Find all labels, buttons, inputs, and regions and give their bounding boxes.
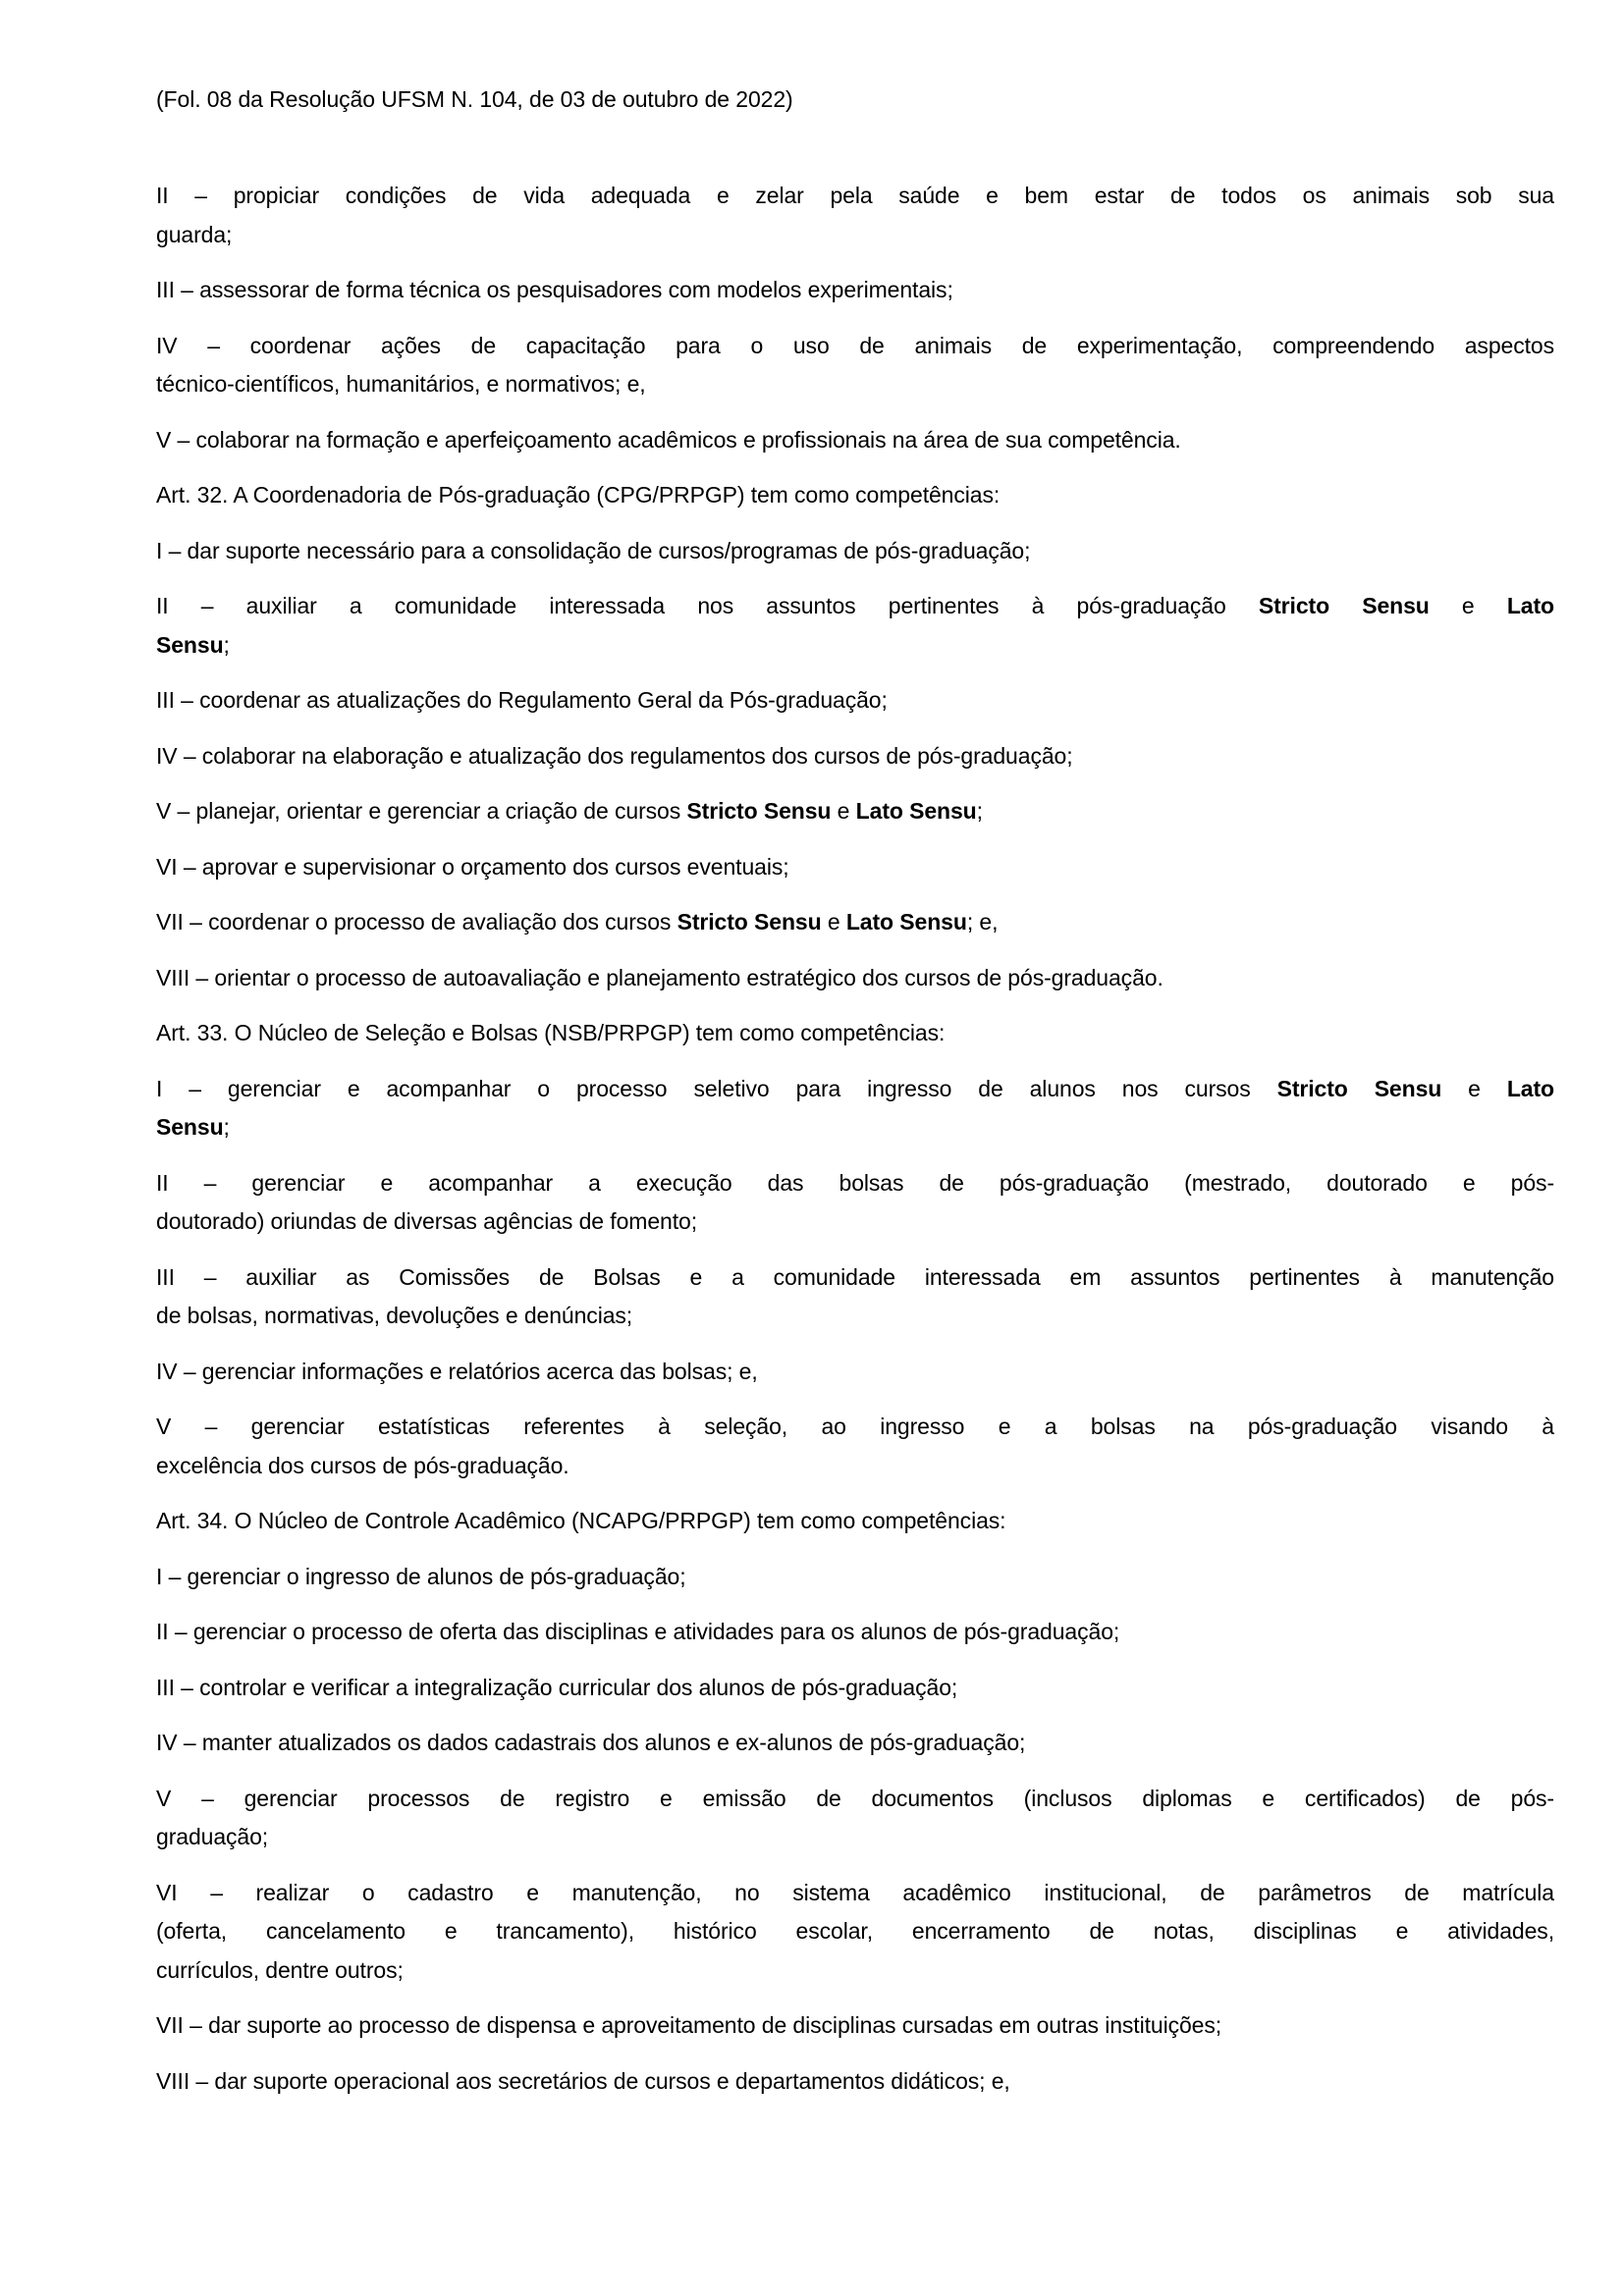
text-segment: III – controlar e verificar a integralização curricular dos alunos de pós-graduação; bbox=[156, 1674, 958, 1700]
bold-term: Lato bbox=[1506, 1075, 1554, 1101]
text-line bbox=[156, 1164, 1554, 1203]
text-segment: III – auxiliar as Comissões de Bolsas e a comunidade interessada em assuntos pertinentes à manutenção bbox=[156, 1263, 1554, 1290]
text-line bbox=[156, 532, 1554, 571]
list-item bbox=[156, 1258, 1554, 1336]
text-segment: III – coordenar as atualizações do Regulamento Geral da Pós-graduação; bbox=[156, 687, 888, 713]
bold-term: Lato Sensu bbox=[855, 798, 977, 824]
text-line bbox=[156, 365, 1554, 404]
text-segment: II – gerenciar e acompanhar a execução das bolsas de pós-graduação (mestrado, doutorado e pós- bbox=[156, 1169, 1554, 1196]
list-item bbox=[156, 271, 1554, 310]
text-line bbox=[156, 1447, 1554, 1486]
text-segment: ; e, bbox=[966, 909, 999, 934]
text-line bbox=[156, 1818, 1554, 1857]
text-segment: Art. 34. O Núcleo de Controle Acadêmico (NCAPG/PRPGP) tem como competências: bbox=[156, 1508, 1006, 1533]
list-item bbox=[156, 1724, 1554, 1763]
text-segment: técnico-científicos, humanitários, e normativos; e, bbox=[156, 371, 646, 397]
text-segment: e bbox=[821, 909, 846, 934]
text-line bbox=[156, 327, 1554, 366]
list-item bbox=[156, 1780, 1554, 1857]
page-header: (Fol. 08 da Resolução UFSM N. 104, de 03 de outubro de 2022) bbox=[156, 86, 793, 112]
list-item bbox=[156, 532, 1554, 571]
text-line bbox=[156, 587, 1554, 626]
list-item bbox=[156, 1874, 1554, 1991]
text-segment: doutorado) oriundas de diversas agências de fomento; bbox=[156, 1208, 697, 1234]
text-segment: III – assessorar de forma técnica os pesquisadores com modelos experimentais; bbox=[156, 277, 953, 302]
text-line bbox=[156, 1070, 1554, 1109]
text-segment: currículos, dentre outros; bbox=[156, 1956, 404, 1983]
text-line bbox=[156, 848, 1554, 887]
text-line bbox=[156, 1613, 1554, 1652]
text-segment: graduação; bbox=[156, 1824, 269, 1849]
text-line bbox=[156, 1780, 1554, 1819]
text-segment: V – planejar, orientar e gerenciar a criação de cursos bbox=[156, 798, 687, 824]
list-item bbox=[156, 903, 1554, 942]
text-line bbox=[156, 903, 1554, 942]
text-line bbox=[156, 1874, 1554, 1913]
text-line bbox=[156, 1353, 1554, 1392]
text-line bbox=[156, 1408, 1554, 1447]
text-line bbox=[156, 1502, 1554, 1541]
bold-term: Lato Sensu bbox=[845, 909, 967, 934]
list-item bbox=[156, 1070, 1554, 1148]
list-item bbox=[156, 1558, 1554, 1597]
list-item bbox=[156, 848, 1554, 887]
bold-term: Stricto Sensu bbox=[686, 798, 832, 824]
text-segment: ; bbox=[223, 631, 230, 658]
bold-term: Stricto Sensu bbox=[1276, 1075, 1442, 1101]
text-line bbox=[156, 2006, 1554, 2046]
text-segment: VIII – dar suporte operacional aos secretários de cursos e departamentos didáticos; e, bbox=[156, 2067, 1010, 2094]
text-line bbox=[156, 1202, 1554, 1242]
text-segment: VII – coordenar o processo de avaliação dos cursos bbox=[156, 909, 677, 934]
text-segment: VI – aprovar e supervisionar o orçamento dos cursos eventuais; bbox=[156, 853, 789, 880]
text-line bbox=[156, 681, 1554, 721]
text-segment: V – gerenciar estatísticas referentes à seleção, ao ingresso e a bolsas na pós-graduação visando à bbox=[156, 1414, 1554, 1439]
text-segment: II – propiciar condições de vida adequada e zelar pela saúde e bem estar de todos os animais sob sua bbox=[156, 183, 1554, 208]
text-segment: I – gerenciar o ingresso de alunos de pós-graduação; bbox=[156, 1563, 686, 1589]
list-item bbox=[156, 327, 1554, 404]
text-line bbox=[156, 1258, 1554, 1298]
text-line bbox=[156, 1108, 1554, 1148]
bold-term: Lato bbox=[1506, 593, 1554, 618]
text-segment: IV – manter atualizados os dados cadastrais dos alunos e ex-alunos de pós-graduação; bbox=[156, 1730, 1026, 1755]
list-item bbox=[156, 421, 1554, 460]
list-item bbox=[156, 737, 1554, 776]
list-item bbox=[156, 959, 1554, 998]
text-segment: e bbox=[831, 798, 856, 824]
text-segment: de bolsas, normativas, devoluções e denúncias; bbox=[156, 1303, 633, 1328]
text-segment: guarda; bbox=[156, 221, 233, 247]
text-line bbox=[156, 959, 1554, 998]
text-segment: I – gerenciar e acompanhar o processo seletivo para ingresso de alunos nos cursos bbox=[156, 1075, 1277, 1101]
text-segment: I – dar suporte necessário para a consolidação de cursos/programas de pós-graduação; bbox=[156, 537, 1031, 563]
text-segment: IV – gerenciar informações e relatórios acerca das bolsas; e, bbox=[156, 1358, 758, 1384]
text-line bbox=[156, 1669, 1554, 1708]
list-item bbox=[156, 2006, 1554, 2046]
text-segment: ; bbox=[976, 798, 983, 824]
text-line bbox=[156, 1558, 1554, 1597]
article-heading bbox=[156, 1502, 1554, 1541]
bold-term: Sensu bbox=[156, 1114, 224, 1140]
text-segment: II – gerenciar o processo de oferta das disciplinas e atividades para os alunos de pós-graduação; bbox=[156, 1619, 1120, 1644]
text-line bbox=[156, 1724, 1554, 1763]
text-line bbox=[156, 1014, 1554, 1053]
text-segment: IV – coordenar ações de capacitação para o uso de animais de experimentação, compreendendo aspectos bbox=[156, 332, 1554, 358]
text-segment: V – gerenciar processos de registro e emissão de documentos (inclusos diplomas e certificados) de pós- bbox=[156, 1785, 1554, 1811]
text-line bbox=[156, 421, 1554, 460]
text-line bbox=[156, 271, 1554, 310]
list-item bbox=[156, 1408, 1554, 1485]
text-segment: Art. 32. A Coordenadoria de Pós-graduação (CPG/PRPGP) tem como competências: bbox=[156, 482, 1001, 507]
text-line bbox=[156, 476, 1554, 515]
list-item bbox=[156, 1353, 1554, 1392]
document-body bbox=[156, 177, 1554, 2117]
list-item bbox=[156, 1669, 1554, 1708]
text-segment: Art. 33. O Núcleo de Seleção e Bolsas (NSB/PRPGP) tem como competências: bbox=[156, 1020, 946, 1045]
text-segment: V – colaborar na formação e aperfeiçoamento acadêmicos e profissionais na área de sua competência. bbox=[156, 426, 1181, 453]
list-item bbox=[156, 681, 1554, 721]
text-line bbox=[156, 216, 1554, 255]
list-item bbox=[156, 2062, 1554, 2102]
list-item bbox=[156, 587, 1554, 665]
text-line bbox=[156, 792, 1554, 831]
list-item bbox=[156, 1164, 1554, 1242]
text-segment: e bbox=[1429, 593, 1507, 618]
text-line bbox=[156, 737, 1554, 776]
bold-term: Stricto Sensu bbox=[677, 909, 822, 934]
list-item bbox=[156, 177, 1554, 254]
text-line bbox=[156, 1951, 1554, 1991]
article-heading bbox=[156, 476, 1554, 515]
text-segment: e bbox=[1441, 1075, 1507, 1101]
text-line bbox=[156, 1912, 1554, 1951]
text-segment: excelência dos cursos de pós-graduação. bbox=[156, 1452, 569, 1478]
text-line bbox=[156, 626, 1554, 666]
text-segment: VI – realizar o cadastro e manutenção, no sistema acadêmico institucional, de parâmetros de matrícula bbox=[156, 1879, 1554, 1905]
list-item bbox=[156, 792, 1554, 831]
text-segment: II – auxiliar a comunidade interessada nos assuntos pertinentes à pós-graduação bbox=[156, 593, 1259, 618]
text-segment: VII – dar suporte ao processo de dispensa e aproveitamento de disciplinas cursadas em outras instituições; bbox=[156, 2012, 1222, 2038]
text-line bbox=[156, 1297, 1554, 1336]
article-heading bbox=[156, 1014, 1554, 1053]
text-segment: VIII – orientar o processo de autoavaliação e planejamento estratégico dos cursos de pós-graduação. bbox=[156, 964, 1164, 990]
text-line bbox=[156, 2062, 1554, 2102]
bold-term: Stricto Sensu bbox=[1258, 593, 1430, 618]
bold-term: Sensu bbox=[156, 631, 224, 658]
text-line bbox=[156, 177, 1554, 216]
list-item bbox=[156, 1613, 1554, 1652]
text-segment: ; bbox=[223, 1114, 230, 1140]
text-segment: (oferta, cancelamento e trancamento), histórico escolar, encerramento de notas, disciplinas e atividades, bbox=[156, 1918, 1554, 1944]
text-segment: IV – colaborar na elaboração e atualização dos regulamentos dos cursos de pós-graduação; bbox=[156, 742, 1073, 769]
